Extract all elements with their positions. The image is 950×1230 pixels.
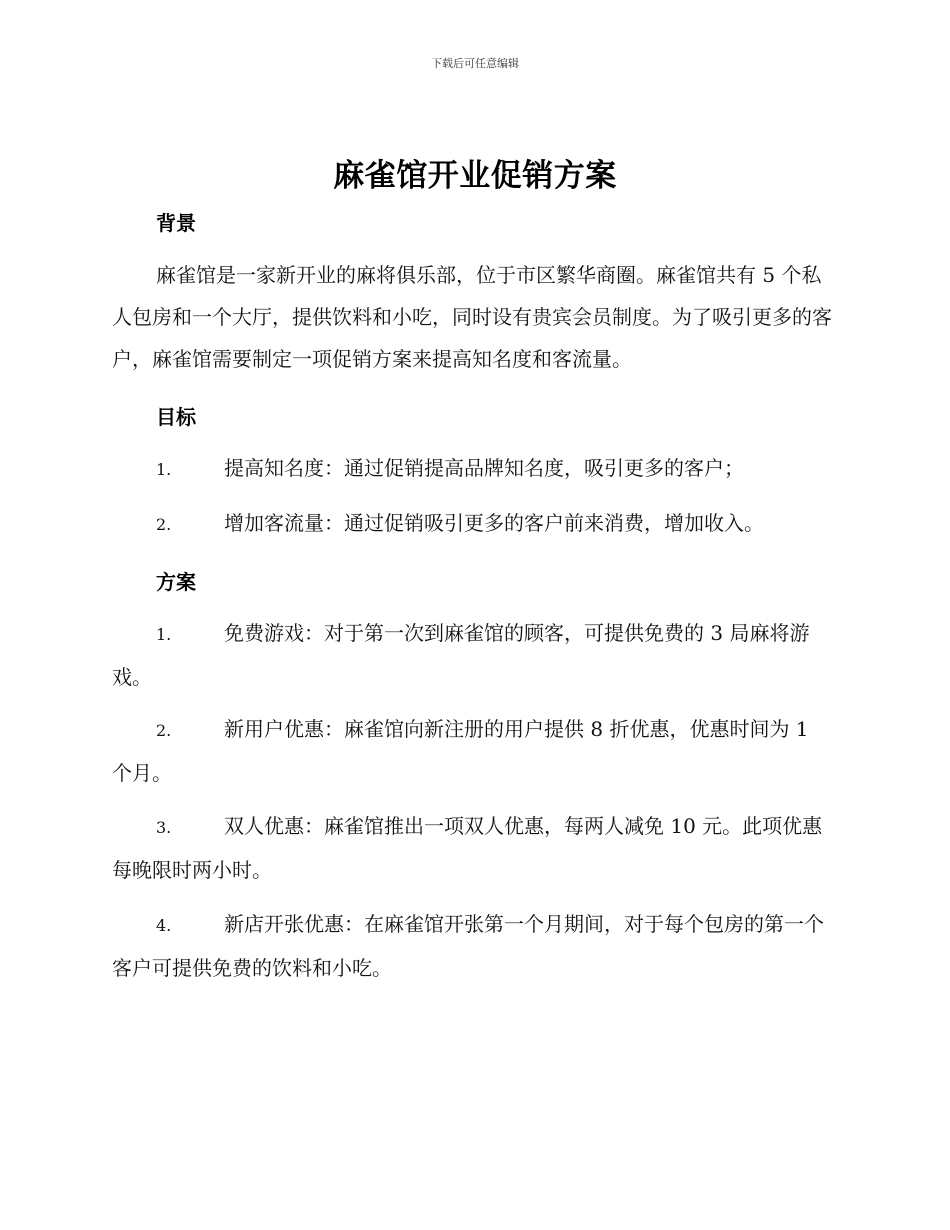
section-heading-background: 背景: [156, 211, 196, 235]
goal-item: [112, 447, 834, 491]
list-item-text: 双人优惠：麻雀馆推出一项双人优惠，每两人减免 10 元。此项优惠每晚限时两小时。: [112, 814, 823, 882]
plan-item: [112, 708, 834, 794]
goal-item: [112, 502, 834, 546]
background-paragraph: 麻雀馆是一家新开业的麻将俱乐部，位于市区繁华商圈。麻雀馆共有 5 个私人包房和一个大厅，提供饮料和小吃，同时设有贵宾会员制度。为了吸引更多的客户，麻雀馆需要制定一项促销方案来提高知名度和客流量。: [112, 263, 832, 371]
list-item-text: 提高知名度：通过促销提高品牌知名度，吸引更多的客户；: [224, 456, 744, 480]
list-number: 2.: [156, 721, 172, 740]
list-number: 4.: [156, 916, 172, 935]
list-number: 2.: [156, 515, 172, 534]
section-heading-goals: 目标: [156, 405, 196, 429]
plan-item: [112, 805, 834, 891]
list-item-text: 新店开张优惠：在麻雀馆开张第一个月期间，对于每个包房的第一个客户可提供免费的饮料和小吃。: [112, 912, 824, 980]
document-title: 麻雀馆开业促销方案: [333, 158, 617, 194]
list-item-text: 新用户优惠：麻雀馆向新注册的用户提供 8 折优惠，优惠时间为 1 个月。: [112, 717, 809, 785]
list-number: 3.: [156, 818, 172, 837]
list-number: 1.: [156, 460, 172, 479]
section-heading-plan: 方案: [156, 570, 196, 594]
plan-item: [112, 903, 834, 989]
header-note: 下载后可任意编辑: [431, 57, 519, 70]
plan-item: [112, 612, 834, 698]
list-item-text: 增加客流量：通过促销吸引更多的客户前来消费，增加收入。: [224, 511, 764, 535]
list-number: 1.: [156, 625, 172, 644]
list-item-text: 免费游戏：对于第一次到麻雀馆的顾客，可提供免费的 3 局麻将游戏。: [112, 621, 810, 689]
